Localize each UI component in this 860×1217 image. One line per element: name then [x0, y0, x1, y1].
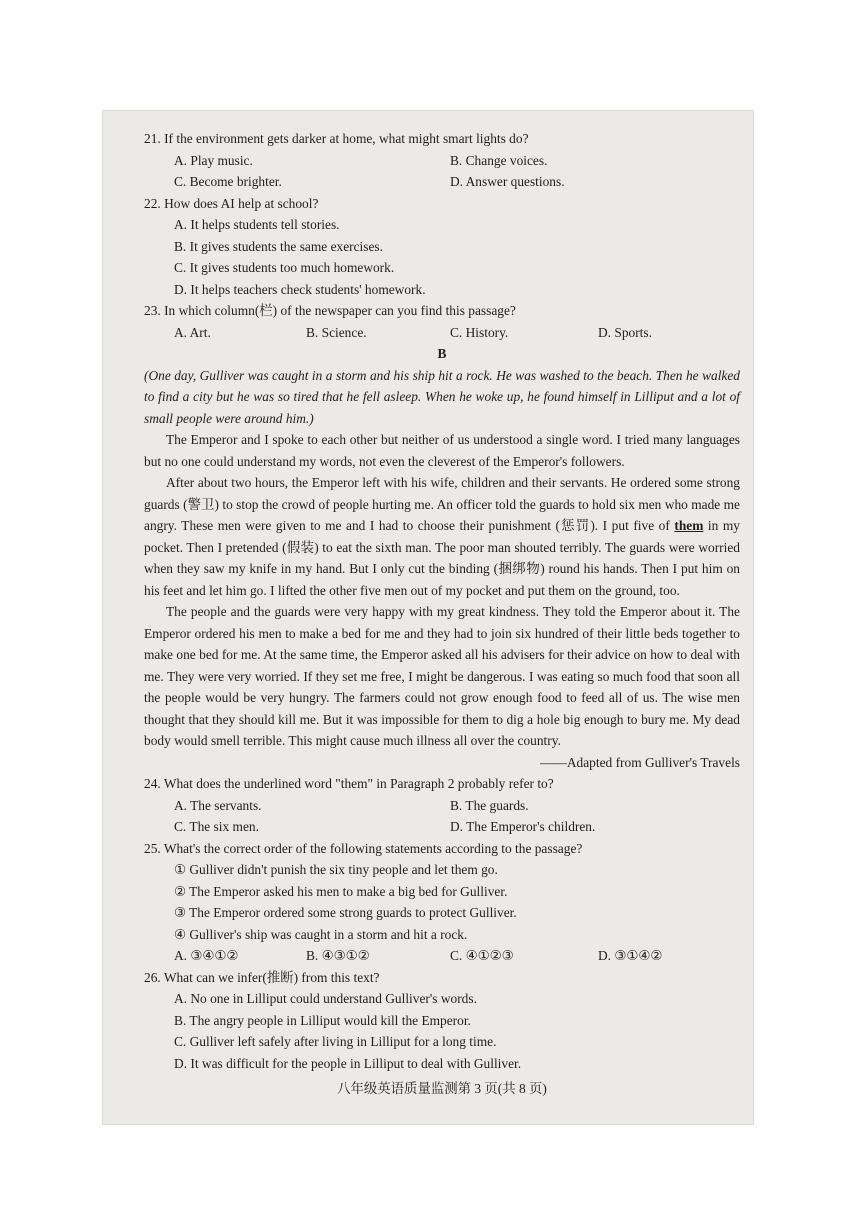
option-b: B. The guards.: [450, 797, 529, 813]
option-c: C. Become brighter.: [174, 174, 282, 189]
question-stem: 22. How does AI help at school?: [144, 195, 319, 211]
question-22: [144, 193, 740, 301]
option-b: B. Change voices.: [450, 152, 548, 168]
option-d: D. Sports.: [598, 324, 652, 340]
question-stem: 21. If the environment gets darker at home, what might smart lights do?: [144, 131, 529, 146]
option-a: A. It helps students tell stories.: [174, 217, 340, 232]
page-content: [144, 128, 740, 1100]
paragraph-2: [144, 472, 740, 601]
question-21: [144, 128, 740, 193]
question-stem: 24. What does the underlined word "them" in Paragraph 2 probably refer to?: [144, 776, 554, 791]
exam-page: [102, 110, 754, 1125]
question-25: [144, 838, 740, 967]
page-footer: 八年级英语质量监测第 3 页(共 8 页): [337, 1081, 547, 1096]
option-d: D. ③①④②: [598, 948, 663, 963]
option-d: D. It helps teachers check students' homework.: [174, 281, 426, 297]
option-d: D. Answer questions.: [450, 174, 565, 189]
option-a: A. The servants.: [174, 797, 262, 813]
option-c: C. The six men.: [174, 819, 259, 834]
option-b: B. The angry people in Lilliput would kill the Emperor.: [174, 1012, 471, 1028]
options: [144, 795, 740, 838]
option-a: A. Play music.: [174, 152, 253, 168]
option-a: A. No one in Lilliput could understand Gulliver's words.: [174, 991, 477, 1006]
statements: [144, 859, 740, 945]
statement-3: ③ The Emperor ordered some strong guards to protect Gulliver.: [174, 905, 517, 920]
statement-2: ② The Emperor asked his men to make a big bed for Gulliver.: [174, 883, 508, 899]
underlined-word: them: [674, 518, 704, 533]
option-d: D. The Emperor's children.: [450, 819, 596, 834]
paragraph-2-part-2: in my pocket. Then I pretended (假装) to eat the sixth man. The poor man shouted terribly. The guards were worried when they saw my knife in my hand. But I only cut the binding (捆绑物) round his hands. Then I put him on his feet and let him go. I lifted the other five men out of my pocket and put them on the ground, too.: [144, 518, 740, 598]
paragraph-1: The Emperor and I spoke to each other but neither of us understood a single word. I tried many languages but no one could understand my words, not even the cleverest of the Emperor's followers.: [144, 432, 740, 469]
options: [144, 988, 740, 1074]
option-b: B. ④③①②: [306, 948, 370, 963]
option-b: B. It gives students the same exercises.: [174, 238, 383, 254]
options: [144, 214, 740, 300]
question-stem: 26. What can we infer(推断) from this text?: [144, 969, 380, 985]
section-heading: B: [437, 346, 447, 361]
statement-4: ④ Gulliver's ship was caught in a storm and hit a rock.: [174, 926, 468, 942]
statement-1: ① Gulliver didn't punish the six tiny people and let them go.: [174, 862, 498, 877]
option-d: D. It was difficult for the people in Lilliput to deal with Gulliver.: [174, 1055, 522, 1071]
passage-source: ——Adapted from Gulliver's Travels: [540, 754, 740, 770]
question-23: [144, 300, 740, 343]
option-a: A. ③④①②: [174, 948, 239, 963]
option-c: C. History.: [450, 324, 509, 340]
option-c: C. ④①②③: [450, 948, 514, 963]
question-stem: 23. In which column(栏) of the newspaper can you find this passage?: [144, 303, 516, 318]
question-26: [144, 967, 740, 1075]
question-24: [144, 773, 740, 838]
reading-passage: [144, 365, 740, 774]
options: [144, 150, 740, 193]
paragraph-2-part-1: After about two hours, the Emperor left with his wife, children and their servants. He ordered some strong guards (警卫) to stop the crowd of people hurting me. An officer told the guards to hold six men who made me angry. These men were given to me and I had to choose their punishment (惩罚). I put five of: [144, 475, 740, 533]
option-b: B. Science.: [306, 324, 367, 340]
option-c: C. It gives students too much homework.: [174, 260, 395, 275]
passage-intro: (One day, Gulliver was caught in a storm and his ship hit a rock. He was washed to the beach. Then he walked to find a city but he was so tired that he fell asleep. When he woke up, he found himself in Lilliput and a lot of small people were around him.): [144, 367, 740, 426]
option-a: A. Art.: [174, 324, 211, 340]
options: [144, 945, 740, 967]
paragraph-3: The people and the guards were very happy with my great kindness. They told the Emperor about it. The Emperor ordered his men to make a bed for me and they had to join six hundred of their little beds together to make one bed for me. At the same time, the Emperor asked all his advisers for their advice on how to deal with me. They were very worried. If they set me free, I might be dangerous. I was eating so much food that soon all the people would be very hungry. The farmers could not grow enough food to feed all of us. The wise men thought that they should kill me. But it was impossible for them to dig a hole big enough to bury me. My dead body would smell terrible. This might cause much illness all over the country.: [144, 604, 740, 748]
option-c: C. Gulliver left safely after living in Lilliput for a long time.: [174, 1034, 497, 1049]
question-stem: 25. What's the correct order of the following statements according to the passage?: [144, 840, 583, 856]
options: [144, 322, 740, 344]
